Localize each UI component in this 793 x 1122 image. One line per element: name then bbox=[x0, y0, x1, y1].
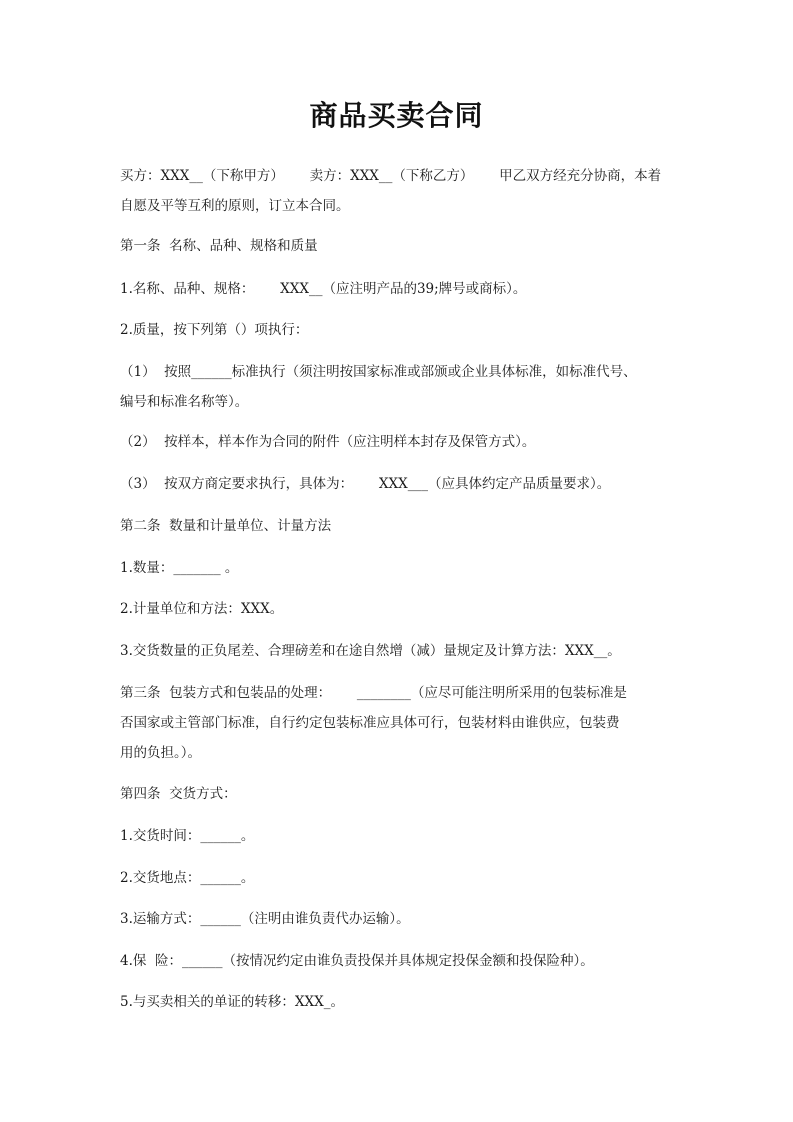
article-3-line-3: 用的负担。）。 bbox=[120, 745, 201, 761]
parties-line-2: 自愿及平等互利的原则，订立本合同。 bbox=[120, 198, 350, 214]
article-1-heading: 第一条 名称、品种、规格和质量 bbox=[120, 238, 318, 254]
article-4-item-5: 5.与买卖相关的单证的转移：XXX_。 bbox=[120, 994, 344, 1010]
article-4-item-2: 2.交货地点：______。 bbox=[120, 870, 255, 886]
quality-option-2: （2） 按样本，样本作为合同的附件（应注明样本封存及保管方式）。 bbox=[120, 434, 536, 450]
quality-option-1-line-1: （1） 按照______标准执行（须注明按国家标准或部颁或企业具体标准，如标准代号、 bbox=[120, 364, 637, 380]
article-1-item-1: 1.名称、品种、规格： XXX__（应注明产品的39;牌号或商标）。 bbox=[120, 281, 527, 297]
article-2-item-2: 2.计量单位和方法：XXX。 bbox=[120, 601, 284, 617]
article-1-item-2: 2.质量，按下列第（）项执行： bbox=[120, 322, 309, 338]
article-2-item-1: 1.数量：_______ 。 bbox=[120, 560, 239, 576]
article-4-heading: 第四条 交货方式： bbox=[120, 786, 237, 802]
quality-option-1-line-2: 编号和标准名称等）。 bbox=[120, 394, 249, 410]
article-2-heading: 第二条 数量和计量单位、计量方法 bbox=[120, 518, 332, 534]
document-title: 商品买卖合同 bbox=[309, 99, 484, 132]
quality-option-3: （3） 按双方商定要求执行，具体为： XXX___（应具体约定产品质量要求）。 bbox=[120, 476, 611, 492]
article-4-item-1: 1.交货时间：______。 bbox=[120, 828, 255, 844]
article-3-line-2: 否国家或主管部门标准，自行约定包装标准应具体可行，包装材料由谁供应，包装费 bbox=[120, 715, 620, 731]
article-2-item-3: 3.交货数量的正负尾差、合理磅差和在途自然增（减）量规定及计算方法：XXX__。 bbox=[120, 643, 621, 659]
article-4-item-4: 4.保 险：______（按情况约定由谁负责投保并具体规定投保金额和投保险种）。 bbox=[120, 953, 594, 969]
parties-line-1: 买方：XXX__（下称甲方） 卖方：XXX__（下称乙方） 甲乙双方经充分协商，本着 bbox=[120, 168, 662, 184]
article-4-item-3: 3.运输方式：______（注明由谁负责代办运输）。 bbox=[120, 911, 410, 927]
article-3-line-1: 第三条 包装方式和包装品的处理： ________（应尽可能注明所采用的包装标准是 bbox=[120, 685, 627, 701]
